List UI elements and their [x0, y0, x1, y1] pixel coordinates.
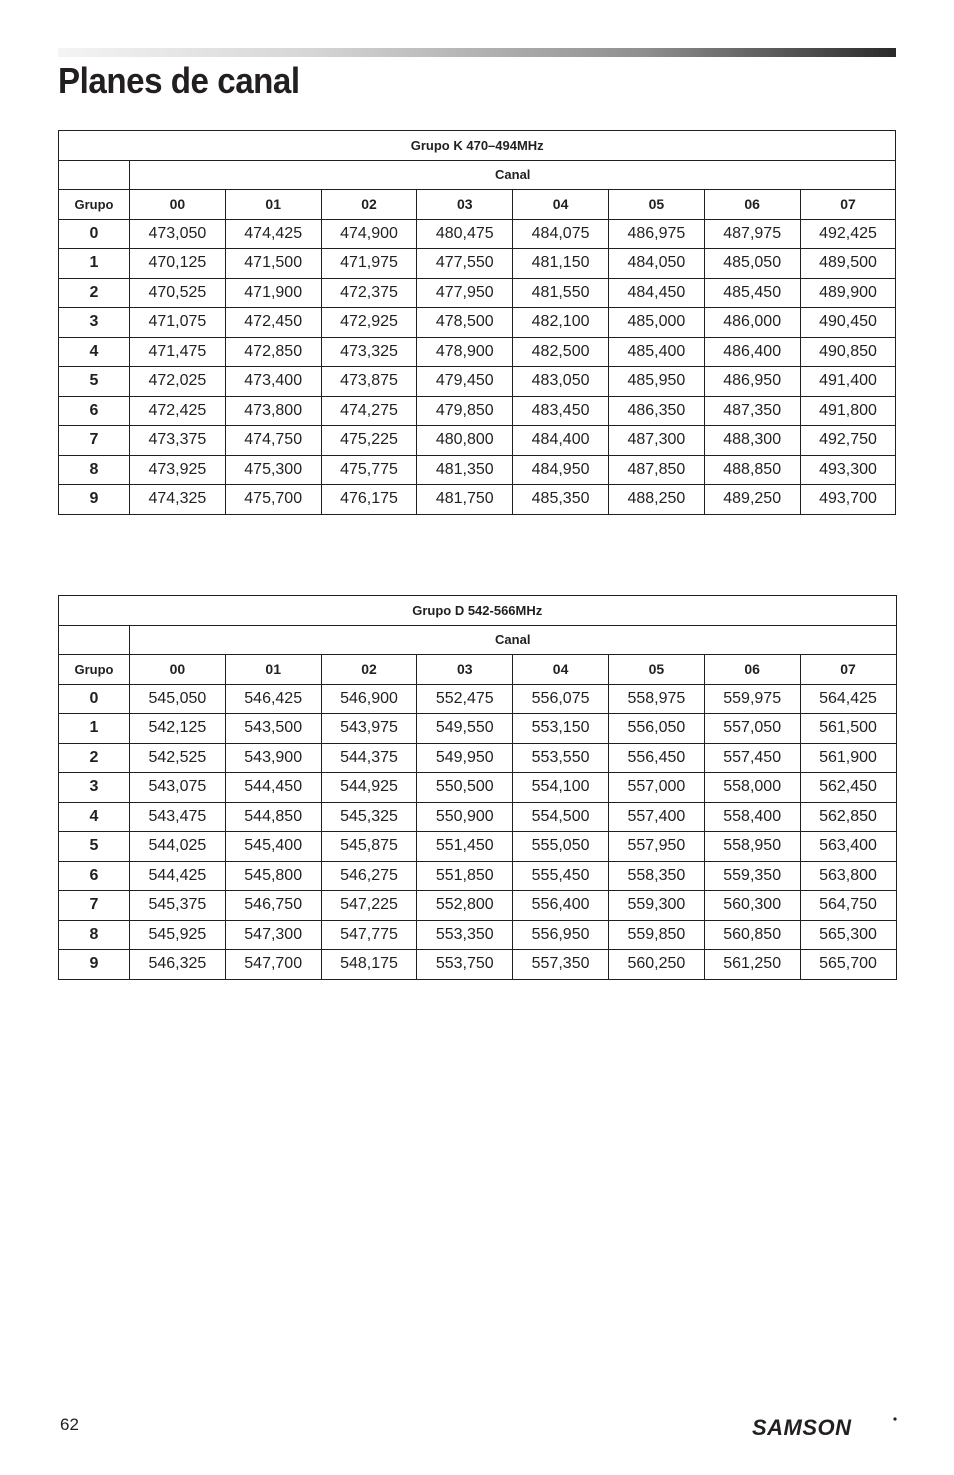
frequency-cell: 545,800: [225, 861, 321, 891]
frequency-cell: 544,375: [321, 743, 417, 773]
channel-plan-table-d: [58, 595, 897, 980]
group-number-cell: 6: [59, 396, 130, 426]
frequency-cell: 558,000: [704, 773, 800, 803]
frequency-cell: 557,000: [608, 773, 704, 803]
table-row: [59, 743, 897, 773]
canal-header-row: [59, 160, 896, 190]
frequency-cell: 560,850: [704, 920, 800, 950]
frequency-cell: 547,775: [321, 920, 417, 950]
group-number-cell: 7: [59, 426, 130, 456]
frequency-cell: 475,775: [321, 455, 417, 485]
frequency-cell: 546,900: [321, 684, 417, 714]
channel-column-header: 02: [321, 655, 417, 685]
frequency-cell: 489,250: [704, 485, 800, 515]
channel-column-header: 05: [608, 655, 704, 685]
frequency-cell: 474,900: [321, 219, 417, 249]
frequency-cell: 560,250: [608, 950, 704, 980]
frequency-cell: 481,150: [513, 249, 609, 279]
frequency-cell: 556,950: [513, 920, 609, 950]
frequency-cell: 472,850: [225, 337, 321, 367]
frequency-cell: 561,900: [800, 743, 896, 773]
frequency-cell: 563,400: [800, 832, 896, 862]
frequency-cell: 488,250: [608, 485, 704, 515]
channel-column-header: 07: [800, 190, 896, 220]
frequency-cell: 473,875: [321, 367, 417, 397]
frequency-cell: 556,075: [513, 684, 609, 714]
frequency-cell: 486,000: [704, 308, 800, 338]
frequency-cell: 552,800: [417, 891, 513, 921]
frequency-cell: 550,500: [417, 773, 513, 803]
table-row: [59, 920, 897, 950]
frequency-cell: 489,500: [800, 249, 896, 279]
frequency-cell: 493,300: [800, 455, 896, 485]
frequency-cell: 485,950: [608, 367, 704, 397]
frequency-cell: 487,300: [608, 426, 704, 456]
group-number-cell: 3: [59, 773, 130, 803]
frequency-cell: 472,025: [130, 367, 226, 397]
group-number-cell: 1: [59, 249, 130, 279]
frequency-cell: 473,925: [130, 455, 226, 485]
column-header-row: [59, 190, 896, 220]
group-number-cell: 6: [59, 861, 130, 891]
canal-header: Canal: [130, 160, 896, 190]
channel-column-header: 01: [225, 655, 321, 685]
table-caption: Grupo D 542-566MHz: [59, 596, 897, 626]
frequency-cell: 544,850: [225, 802, 321, 832]
group-number-cell: 2: [59, 743, 130, 773]
frequency-cell: 482,100: [513, 308, 609, 338]
channel-column-header: 01: [225, 190, 321, 220]
frequency-cell: 475,700: [225, 485, 321, 515]
frequency-cell: 472,425: [130, 396, 226, 426]
logo-trademark-dot: [893, 1417, 896, 1420]
frequency-cell: 542,525: [130, 743, 226, 773]
group-number-cell: 5: [59, 832, 130, 862]
frequency-cell: 492,750: [800, 426, 896, 456]
table-row: [59, 337, 896, 367]
channel-column-header: 05: [608, 190, 704, 220]
column-header-row: [59, 655, 897, 685]
samson-logo: [752, 1414, 898, 1440]
group-number-cell: 3: [59, 308, 130, 338]
channel-column-header: 06: [704, 655, 800, 685]
channel-column-header: 00: [130, 655, 226, 685]
frequency-cell: 483,050: [513, 367, 609, 397]
empty-corner-cell: [59, 160, 130, 190]
frequency-cell: 544,925: [321, 773, 417, 803]
frequency-cell: 559,850: [608, 920, 704, 950]
table-row: [59, 426, 896, 456]
frequency-cell: 557,950: [608, 832, 704, 862]
samson-logo-text: SAMSON: [752, 1415, 852, 1440]
channel-column-header: 03: [417, 190, 513, 220]
frequency-cell: 486,350: [608, 396, 704, 426]
frequency-cell: 473,400: [225, 367, 321, 397]
channel-column-header: 02: [321, 190, 417, 220]
canal-header-row: [59, 625, 897, 655]
frequency-cell: 473,325: [321, 337, 417, 367]
frequency-cell: 484,950: [513, 455, 609, 485]
frequency-cell: 478,900: [417, 337, 513, 367]
frequency-cell: 479,450: [417, 367, 513, 397]
frequency-cell: 483,450: [513, 396, 609, 426]
frequency-cell: 543,975: [321, 714, 417, 744]
frequency-cell: 560,300: [704, 891, 800, 921]
group-number-cell: 8: [59, 455, 130, 485]
frequency-cell: 557,400: [608, 802, 704, 832]
frequency-cell: 481,750: [417, 485, 513, 515]
frequency-cell: 545,400: [225, 832, 321, 862]
frequency-cell: 546,325: [130, 950, 226, 980]
table-caption: Grupo K 470–494MHz: [59, 131, 896, 161]
frequency-cell: 564,750: [800, 891, 896, 921]
channel-plan-table-k: [58, 130, 896, 515]
frequency-cell: 546,750: [225, 891, 321, 921]
frequency-cell: 556,450: [608, 743, 704, 773]
frequency-cell: 547,700: [225, 950, 321, 980]
frequency-cell: 481,350: [417, 455, 513, 485]
frequency-cell: 558,975: [608, 684, 704, 714]
channel-column-header: 00: [130, 190, 226, 220]
frequency-cell: 562,850: [800, 802, 896, 832]
frequency-cell: 549,550: [417, 714, 513, 744]
frequency-cell: 545,875: [321, 832, 417, 862]
canal-header: Canal: [130, 625, 897, 655]
frequency-cell: 558,950: [704, 832, 800, 862]
group-number-cell: 4: [59, 337, 130, 367]
group-number-cell: 2: [59, 278, 130, 308]
frequency-cell: 556,050: [608, 714, 704, 744]
table-row: [59, 684, 897, 714]
frequency-cell: 564,425: [800, 684, 896, 714]
frequency-cell: 544,450: [225, 773, 321, 803]
group-number-cell: 7: [59, 891, 130, 921]
frequency-cell: 474,425: [225, 219, 321, 249]
frequency-cell: 470,125: [130, 249, 226, 279]
frequency-cell: 548,175: [321, 950, 417, 980]
frequency-cell: 471,075: [130, 308, 226, 338]
frequency-cell: 487,350: [704, 396, 800, 426]
frequency-cell: 565,300: [800, 920, 896, 950]
frequency-cell: 488,300: [704, 426, 800, 456]
frequency-cell: 475,225: [321, 426, 417, 456]
table-row: [59, 367, 896, 397]
frequency-cell: 551,450: [417, 832, 513, 862]
table-row: [59, 396, 896, 426]
channel-column-header: 07: [800, 655, 896, 685]
frequency-cell: 544,425: [130, 861, 226, 891]
frequency-cell: 558,400: [704, 802, 800, 832]
frequency-cell: 542,125: [130, 714, 226, 744]
frequency-cell: 486,975: [608, 219, 704, 249]
group-number-cell: 1: [59, 714, 130, 744]
frequency-cell: 555,450: [513, 861, 609, 891]
frequency-cell: 471,475: [130, 337, 226, 367]
frequency-cell: 565,700: [800, 950, 896, 980]
frequency-cell: 545,925: [130, 920, 226, 950]
frequency-cell: 479,850: [417, 396, 513, 426]
frequency-cell: 474,275: [321, 396, 417, 426]
grupo-header: Grupo: [59, 190, 130, 220]
table-row: [59, 249, 896, 279]
frequency-cell: 550,900: [417, 802, 513, 832]
frequency-cell: 546,425: [225, 684, 321, 714]
frequency-cell: 490,850: [800, 337, 896, 367]
table-row: [59, 950, 897, 980]
frequency-cell: 471,975: [321, 249, 417, 279]
frequency-cell: 482,500: [513, 337, 609, 367]
frequency-cell: 484,450: [608, 278, 704, 308]
frequency-cell: 488,850: [704, 455, 800, 485]
frequency-cell: 545,325: [321, 802, 417, 832]
table-row: [59, 802, 897, 832]
frequency-cell: 559,975: [704, 684, 800, 714]
frequency-cell: 486,400: [704, 337, 800, 367]
frequency-cell: 477,550: [417, 249, 513, 279]
frequency-cell: 556,400: [513, 891, 609, 921]
frequency-cell: 485,050: [704, 249, 800, 279]
group-number-cell: 9: [59, 485, 130, 515]
frequency-cell: 474,325: [130, 485, 226, 515]
page-number: 62: [60, 1415, 79, 1434]
frequency-cell: 489,900: [800, 278, 896, 308]
frequency-cell: 546,275: [321, 861, 417, 891]
frequency-cell: 547,300: [225, 920, 321, 950]
frequency-cell: 480,800: [417, 426, 513, 456]
frequency-cell: 481,550: [513, 278, 609, 308]
frequency-cell: 552,475: [417, 684, 513, 714]
frequency-cell: 554,500: [513, 802, 609, 832]
frequency-cell: 471,500: [225, 249, 321, 279]
frequency-cell: 547,225: [321, 891, 417, 921]
frequency-cell: 545,050: [130, 684, 226, 714]
frequency-cell: 473,800: [225, 396, 321, 426]
empty-corner-cell: [59, 625, 130, 655]
frequency-cell: 473,050: [130, 219, 226, 249]
table-row: [59, 455, 896, 485]
frequency-cell: 485,350: [513, 485, 609, 515]
frequency-cell: 561,250: [704, 950, 800, 980]
frequency-cell: 549,950: [417, 743, 513, 773]
frequency-cell: 487,850: [608, 455, 704, 485]
frequency-cell: 484,075: [513, 219, 609, 249]
frequency-cell: 553,550: [513, 743, 609, 773]
group-number-cell: 4: [59, 802, 130, 832]
table-row: [59, 861, 897, 891]
frequency-cell: 485,000: [608, 308, 704, 338]
frequency-cell: 491,800: [800, 396, 896, 426]
frequency-cell: 470,525: [130, 278, 226, 308]
frequency-cell: 472,375: [321, 278, 417, 308]
frequency-cell: 473,375: [130, 426, 226, 456]
frequency-cell: 492,425: [800, 219, 896, 249]
frequency-cell: 485,400: [608, 337, 704, 367]
frequency-cell: 484,400: [513, 426, 609, 456]
frequency-cell: 478,500: [417, 308, 513, 338]
frequency-cell: 484,050: [608, 249, 704, 279]
frequency-cell: 557,050: [704, 714, 800, 744]
frequency-cell: 553,750: [417, 950, 513, 980]
table-caption-row: [59, 131, 896, 161]
frequency-cell: 545,375: [130, 891, 226, 921]
frequency-cell: 472,450: [225, 308, 321, 338]
table-row: [59, 832, 897, 862]
group-number-cell: 9: [59, 950, 130, 980]
group-number-cell: 5: [59, 367, 130, 397]
table-row: [59, 714, 897, 744]
frequency-cell: 554,100: [513, 773, 609, 803]
frequency-cell: 480,475: [417, 219, 513, 249]
table-row: [59, 891, 897, 921]
frequency-cell: 544,025: [130, 832, 226, 862]
frequency-cell: 472,925: [321, 308, 417, 338]
frequency-cell: 486,950: [704, 367, 800, 397]
frequency-cell: 558,350: [608, 861, 704, 891]
frequency-cell: 559,300: [608, 891, 704, 921]
frequency-cell: 491,400: [800, 367, 896, 397]
frequency-cell: 476,175: [321, 485, 417, 515]
table-row: [59, 308, 896, 338]
table-row: [59, 219, 896, 249]
frequency-cell: 485,450: [704, 278, 800, 308]
frequency-cell: 562,450: [800, 773, 896, 803]
frequency-cell: 553,150: [513, 714, 609, 744]
channel-column-header: 04: [513, 190, 609, 220]
frequency-cell: 553,350: [417, 920, 513, 950]
frequency-cell: 557,450: [704, 743, 800, 773]
frequency-cell: 471,900: [225, 278, 321, 308]
table-row: [59, 485, 896, 515]
table-row: [59, 773, 897, 803]
frequency-cell: 490,450: [800, 308, 896, 338]
frequency-cell: 561,500: [800, 714, 896, 744]
frequency-cell: 493,700: [800, 485, 896, 515]
group-number-cell: 0: [59, 219, 130, 249]
table-caption-row: [59, 596, 897, 626]
frequency-cell: 551,850: [417, 861, 513, 891]
channel-column-header: 04: [513, 655, 609, 685]
frequency-cell: 475,300: [225, 455, 321, 485]
frequency-cell: 555,050: [513, 832, 609, 862]
grupo-header: Grupo: [59, 655, 130, 685]
frequency-cell: 543,500: [225, 714, 321, 744]
table-row: [59, 278, 896, 308]
frequency-cell: 559,350: [704, 861, 800, 891]
group-number-cell: 8: [59, 920, 130, 950]
frequency-cell: 557,350: [513, 950, 609, 980]
frequency-cell: 474,750: [225, 426, 321, 456]
frequency-cell: 543,900: [225, 743, 321, 773]
frequency-cell: 543,475: [130, 802, 226, 832]
frequency-cell: 543,075: [130, 773, 226, 803]
frequency-cell: 477,950: [417, 278, 513, 308]
frequency-cell: 563,800: [800, 861, 896, 891]
page-title: Planes de canal: [58, 60, 300, 101]
channel-column-header: 06: [704, 190, 800, 220]
header-gradient-bar: [58, 48, 896, 57]
frequency-cell: 487,975: [704, 219, 800, 249]
group-number-cell: 0: [59, 684, 130, 714]
channel-column-header: 03: [417, 655, 513, 685]
